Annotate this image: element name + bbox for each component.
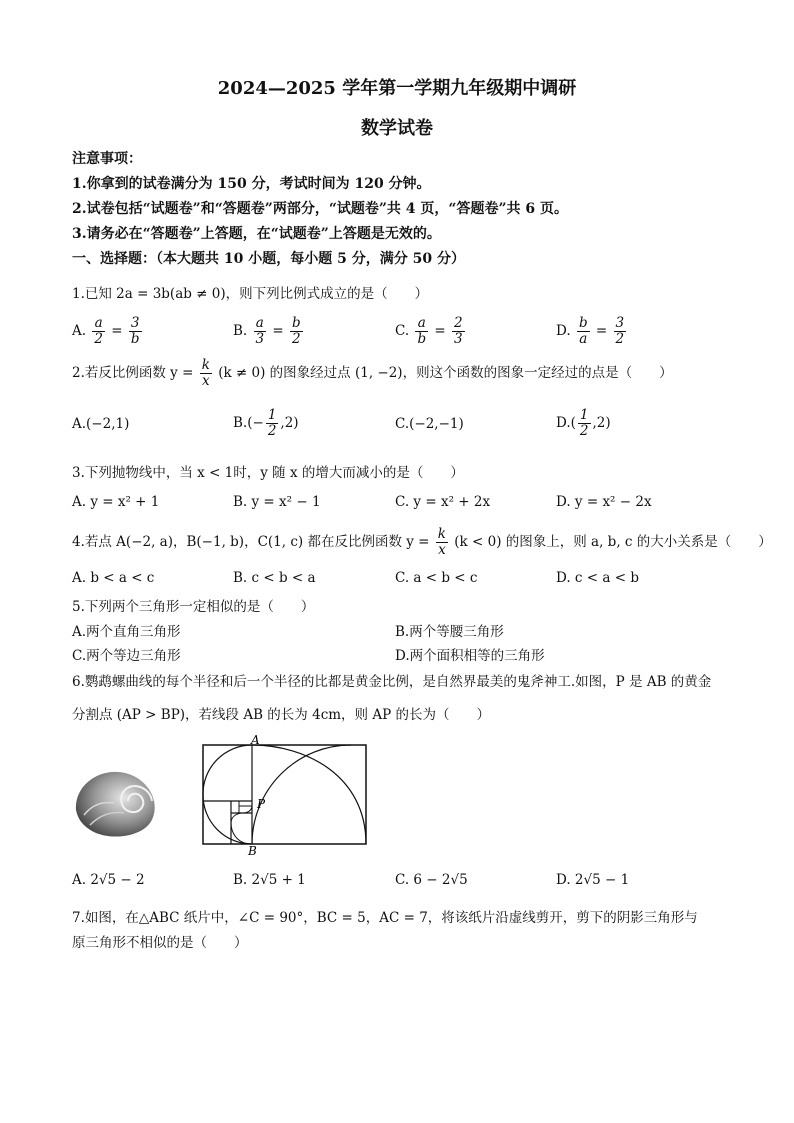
q5-option-d[interactable]: D.两个面积相等的三角形: [395, 648, 545, 664]
question-7-stem-line1: 7.如图，在△ABC 纸片中，∠C = 90°，BC = 5，AC = 7，将该纸片沿虚线剪开，剪下的阴影三角形与: [72, 910, 698, 926]
q2-option-c[interactable]: C.(−2,−1): [395, 416, 464, 432]
q2-b-post: ,2): [280, 414, 299, 431]
exam-title: 2024—2025 学年第一学期九年级期中调研: [217, 78, 577, 99]
frac-den: x: [438, 541, 446, 558]
q1-c-left-frac: [415, 316, 428, 347]
q6-option-d[interactable]: D. 2√5 − 1: [556, 872, 630, 888]
frac-den: 2: [579, 422, 589, 439]
q1-d-right-frac: [614, 316, 627, 347]
frac-num: 3: [615, 315, 625, 331]
q1-option-a-label: A.: [72, 322, 87, 339]
q5-option-c[interactable]: C.两个等边三角形: [72, 648, 181, 664]
q1-a-right-frac: [129, 316, 142, 347]
frac-num: b: [292, 315, 301, 331]
q1-stem-b: ，则下列比例式成立的是（ ）: [225, 286, 429, 302]
q5-option-b[interactable]: B.两个等腰三角形: [395, 624, 504, 640]
q2-option-d[interactable]: [556, 408, 611, 439]
frac-den: b: [417, 330, 427, 347]
question-6-stem-line2: 分割点 (AP > BP)，若线段 AB 的长为 4cm，则 AP 的长为（ ）: [72, 707, 490, 723]
frac-num: 1: [267, 407, 277, 423]
frac-num: 2: [454, 315, 463, 331]
note-item-2: 2.试卷包括“试题卷”和“答题卷”两部分，“试题卷”共 4 页，“答题卷”共 6 页。: [72, 201, 569, 217]
frac-num: a: [415, 316, 428, 332]
q1-option-c[interactable]: C. $\frac{a}{b}$ = $\frac{2}{3}$: [395, 315, 463, 347]
q3-option-c[interactable]: C. y = x² + 2x: [395, 494, 491, 510]
q2-option-a[interactable]: A.(−2,1): [72, 416, 130, 432]
frac-den: 2: [615, 330, 625, 347]
golden-spiral-figure: [195, 735, 375, 855]
q4-stem-b: (k < 0) 的图象上，则 a, b, c 的大小关系是（ ）: [454, 533, 772, 550]
q2-b-frac: [266, 408, 279, 439]
frac-num: a: [92, 316, 105, 332]
q3-option-a[interactable]: A. y = x² + 1: [72, 494, 160, 510]
q4-option-b[interactable]: B. c < b < a: [233, 570, 316, 586]
question-7-stem-line2: 原三角形不相似的是（ ）: [72, 935, 248, 951]
note-item-3: 3.请务必在“答题卷”上答题，在“试题卷”上答题是无效的。: [72, 226, 441, 242]
frac-den: 3: [255, 330, 265, 347]
q1-option-d-label: D.: [556, 322, 571, 339]
q6-option-a[interactable]: A. 2√5 − 2: [72, 872, 145, 888]
q1-b-right-frac: [290, 316, 303, 347]
nautilus-shell-image: [70, 765, 162, 843]
frac-num: k: [437, 526, 446, 542]
q3-option-d[interactable]: D. y = x² − 2x: [556, 494, 652, 510]
question-3-stem: 3.下列抛物线中，当 x < 1时，y 随 x 的增大而减小的是（ ）: [72, 465, 464, 481]
figure-label-a: A: [251, 735, 260, 747]
frac-den: 2: [267, 422, 277, 439]
frac-num: 1: [579, 407, 589, 423]
frac-den: 2: [292, 330, 301, 347]
frac-num: k: [201, 357, 210, 373]
q6-option-b[interactable]: B. 2√5 + 1: [233, 872, 306, 888]
question-1-stem: [72, 282, 428, 302]
q1-option-d[interactable]: D. $\frac{b}{a}$ = $\frac{3}{2}$: [556, 315, 625, 347]
note-item-1: 1.你拿到的试卷满分为 150 分，考试时间为 120 分钟。: [72, 176, 431, 192]
q2-stem-a: 2.若反比例函数 y =: [72, 364, 194, 381]
q5-option-a[interactable]: A.两个直角三角形: [72, 624, 181, 640]
q2-stem-b: (k ≠ 0) 的图象经过点 (1, −2)，则这个函数的图象一定经过的点是（ ）: [218, 364, 673, 381]
question-2-stem: [72, 358, 673, 389]
frac-num: b: [578, 315, 588, 331]
q4-stem-a: 4.若点 A(−2, a)，B(−1, b)，C(1, c) 都在反比例函数 y =: [72, 533, 430, 550]
frac-den: a: [579, 330, 588, 347]
figure-label-p: P: [257, 797, 266, 811]
q1-option-a[interactable]: A. $\frac{a}{2}$ = $\frac{3}{b}$: [72, 315, 140, 347]
frac-den: b: [130, 330, 140, 347]
q2-d-pre: (: [570, 414, 576, 431]
section-heading: 一、选择题：（本大题共 10 小题，每小题 5 分，满分 50 分）: [72, 251, 465, 267]
question-6-stem-line1: 6.鹦鹉螺曲线的每个半径和后一个半径的比都是黄金比例，是自然界最美的鬼斧神工.如图，P 是 AB 的黄金: [72, 674, 712, 690]
q2-d-frac: [578, 408, 591, 439]
q1-option-b[interactable]: B. $\frac{a}{3}$ = $\frac{b}{2}$: [233, 315, 301, 347]
q2-d-post: ,2): [592, 414, 611, 431]
q4-option-c[interactable]: C. a < b < c: [395, 570, 478, 586]
q2-stem-frac: [200, 358, 212, 389]
frac-num: 3: [129, 316, 142, 332]
q1-d-left-frac: [577, 316, 590, 347]
q1-a-left-frac: [92, 316, 105, 347]
q4-option-d[interactable]: D. c < a < b: [556, 570, 639, 586]
q2-option-d-label: D.: [556, 414, 571, 431]
figure-label-b: B: [248, 844, 257, 855]
q4-option-a[interactable]: A. b < a < c: [72, 570, 155, 586]
q2-option-b-label: B.: [233, 414, 248, 431]
question-4-stem: [72, 527, 772, 558]
q1-option-b-label: B.: [233, 322, 248, 339]
q2-option-b[interactable]: [233, 408, 299, 439]
question-5-stem: 5.下列两个三角形一定相似的是（ ）: [72, 599, 315, 615]
frac-num: a: [254, 316, 267, 332]
q3-option-b[interactable]: B. y = x² − 1: [233, 494, 321, 510]
q1-b-left-frac: [254, 316, 267, 347]
q1-c-right-frac: [452, 316, 465, 347]
q1-stem-a: 1.已知 2a = 3b(ab ≠ 0): [72, 286, 226, 302]
frac-den: x: [201, 372, 210, 389]
q2-b-pre: (−: [247, 414, 264, 431]
q6-option-c[interactable]: C. 6 − 2√5: [395, 872, 468, 888]
frac-den: 2: [94, 330, 103, 347]
frac-den: 3: [454, 330, 463, 347]
q1-option-c-label: C.: [395, 322, 410, 339]
notes-heading: 注意事项：: [72, 151, 142, 167]
q4-stem-frac: [436, 527, 448, 558]
exam-subtitle: 数学试卷: [361, 118, 433, 139]
